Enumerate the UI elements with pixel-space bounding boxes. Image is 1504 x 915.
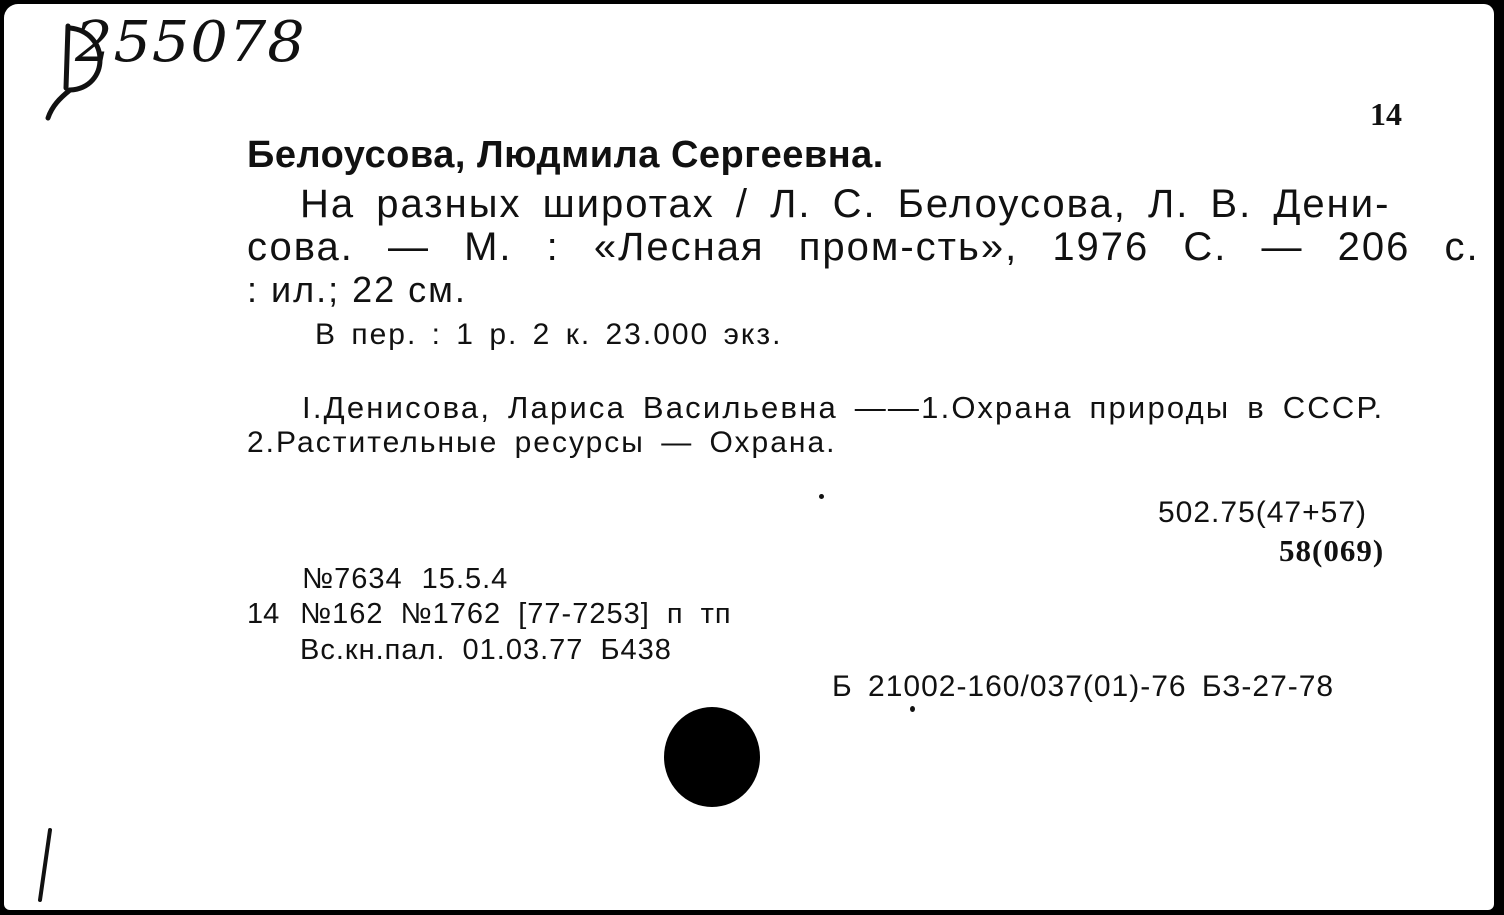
- pencil-mark: [30, 825, 60, 905]
- stray-dot: [910, 706, 915, 712]
- publisher-code: Б 21002-160/037(01)-76 БЗ-27-78: [832, 670, 1335, 703]
- handwritten-call-number: 255078: [75, 10, 306, 75]
- udc-classification-2: 58(069): [1279, 533, 1385, 568]
- price-line: В пер. : 1 р. 2 к. 23.000 экз.: [315, 318, 783, 351]
- registry-line-3: Вс.кн.пал. 01.03.77 Б438: [300, 634, 672, 666]
- card-edge: [1494, 0, 1504, 915]
- subjects-line-2: 2.Растительные ресурсы — Охрана.: [247, 426, 837, 459]
- punch-hole: [664, 707, 760, 807]
- registry-line-1: №7634 15.5.4: [302, 563, 509, 595]
- description-line-1: На разных широтах / Л. С. Белоусова, Л. В. Дени-: [300, 182, 1391, 226]
- description-line-3: : ил.; 22 см.: [247, 269, 467, 310]
- registry-line-2-prefix: 14: [247, 598, 280, 630]
- udc-classification-1: 502.75(47+57): [1158, 496, 1367, 529]
- subjects-line-1: I.Денисова, Лариса Васильевна ——1.Охрана природы в СССР.: [302, 390, 1385, 425]
- author-heading: Белоусова, Людмила Сергеевна.: [247, 134, 884, 176]
- card-number: 14: [1370, 96, 1402, 132]
- stray-dot: [819, 494, 824, 499]
- description-line-2: сова. — М. : «Лесная пром-сть», 1976 С. — 206 с.: [247, 225, 1480, 269]
- registry-line-2: №162 №1762 [77-7253] п тп: [300, 598, 732, 630]
